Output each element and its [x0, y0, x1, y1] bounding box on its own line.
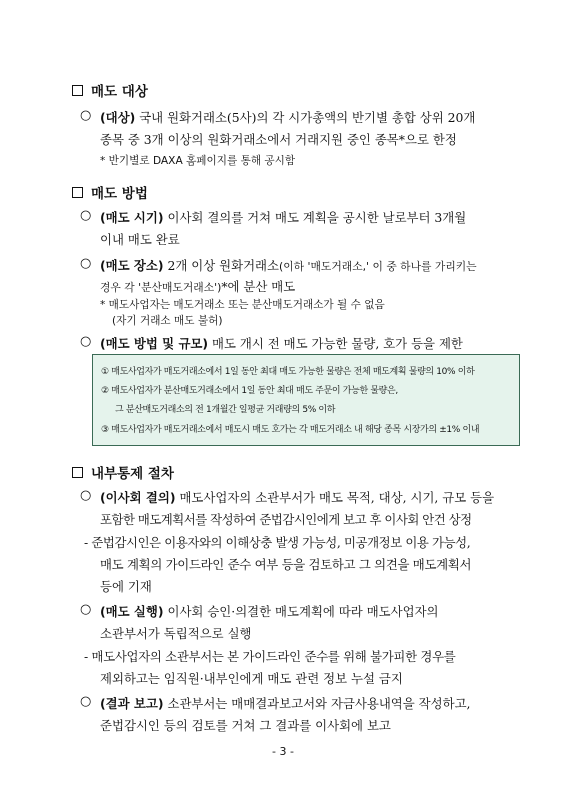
venue-line-2: 경우 각 '분산매도거래소')*에 분산 매도 — [100, 279, 296, 294]
section-heading-target: 매도 대상 — [72, 80, 148, 100]
venue-line-1: (매도 장소) 2개 이상 원화거래소(이하 '매도거래소,' 이 중 하나를 가리키는 — [100, 258, 477, 273]
section-heading-method: 매도 방법 — [72, 182, 148, 202]
bullet-circle: ○ — [80, 334, 92, 349]
page-number: - 3 - — [272, 745, 294, 758]
board-dash-3: 등에 기재 — [100, 579, 152, 594]
rule-1: ① 매도사업자가 매도거래소에서 1일 동안 최대 매도 가능한 물량은 전체 매도계획 물량의 10% 이하 — [101, 367, 475, 377]
rule-3: ③ 매도사업자가 매도거래소에서 매도시 매도 호가는 각 매도거래소 내 해당 종목 시장가의 ±1% 이내 — [101, 425, 480, 435]
venue-note-1: * 매도사업자는 매도거래소 또는 분산매도거래소가 될 수 없음 — [100, 299, 385, 311]
board-line-2: 포함한 매도계획서를 작성하여 준법감시인에게 보고 후 이사회 안건 상정 — [100, 512, 472, 527]
execution-line-2: 소관부서가 독립적으로 실행 — [100, 626, 252, 641]
rule-2-continued: 그 분산매도거래소의 전 1개월간 일평균 거래량의 5% 이하 — [115, 405, 336, 415]
report-line-2: 준법감시인 등의 검토를 거쳐 그 결과를 이사회에 보고 — [100, 718, 391, 733]
execution-line-1: (매도 실행) 이사회 승인·의결한 매도계획에 따라 매도사업자의 — [100, 604, 439, 619]
target-line-1: (대상) 국내 원화거래소(5사)의 각 시가총액의 반기별 총합 상위 20개 — [100, 110, 476, 125]
board-dash-1: - 준법감시인은 이용자와의 이해상충 발생 가능성, 미공개정보 이용 가능성, — [84, 535, 471, 550]
checkbox-square-icon — [72, 187, 83, 198]
volume-line-1: (매도 방법 및 규모) 매도 개시 전 매도 가능한 물량, 호가 등을 제한 — [100, 336, 463, 351]
target-note: * 반기별로 DAXA 홈페이지를 통해 공시함 — [100, 155, 296, 167]
bullet-circle: ○ — [80, 488, 92, 503]
venue-note-2: (자기 거래소 매도 불허) — [112, 315, 223, 327]
bullet-circle: ○ — [80, 256, 92, 271]
checkbox-square-icon — [72, 85, 83, 96]
board-line-1: (이사회 결의) 매도사업자의 소관부서가 매도 목적, 대상, 시기, 규모 등을 — [100, 490, 495, 505]
target-line-2: 종목 중 3개 이상의 원화거래소에서 거래지원 중인 종목*으로 한정 — [100, 132, 457, 147]
timing-line-2: 이내 매도 완료 — [100, 232, 180, 247]
checkbox-square-icon — [72, 467, 83, 478]
section-heading-internal-control: 내부통제 절차 — [72, 462, 174, 482]
rule-2: ② 매도사업자가 분산매도거래소에서 1일 동안 최대 매도 주문이 가능한 물량은, — [101, 386, 398, 396]
sale-limits-box — [92, 354, 520, 446]
execution-dash-1: - 매도사업자의 소관부서는 본 가이드라인 준수를 위해 불가피한 경우를 — [84, 649, 456, 664]
bullet-circle: ○ — [80, 602, 92, 617]
bullet-circle: ○ — [80, 108, 92, 123]
bullet-circle: ○ — [80, 208, 92, 223]
board-dash-2: 매도 계획의 가이드라인 준수 여부 등을 검토하고 그 의견을 매도계획서 — [100, 557, 472, 572]
timing-line-1: (매도 시기) 이사회 결의를 거쳐 매도 계획을 공시한 날로부터 3개월 — [100, 210, 467, 225]
bullet-circle: ○ — [80, 694, 92, 709]
execution-dash-2: 제외하고는 임직원·내부인에게 매도 관련 정보 누설 금지 — [100, 671, 403, 686]
report-line-1: (결과 보고) 소관부서는 매매결과보고서와 자금사용내역을 작성하고, — [100, 696, 471, 711]
